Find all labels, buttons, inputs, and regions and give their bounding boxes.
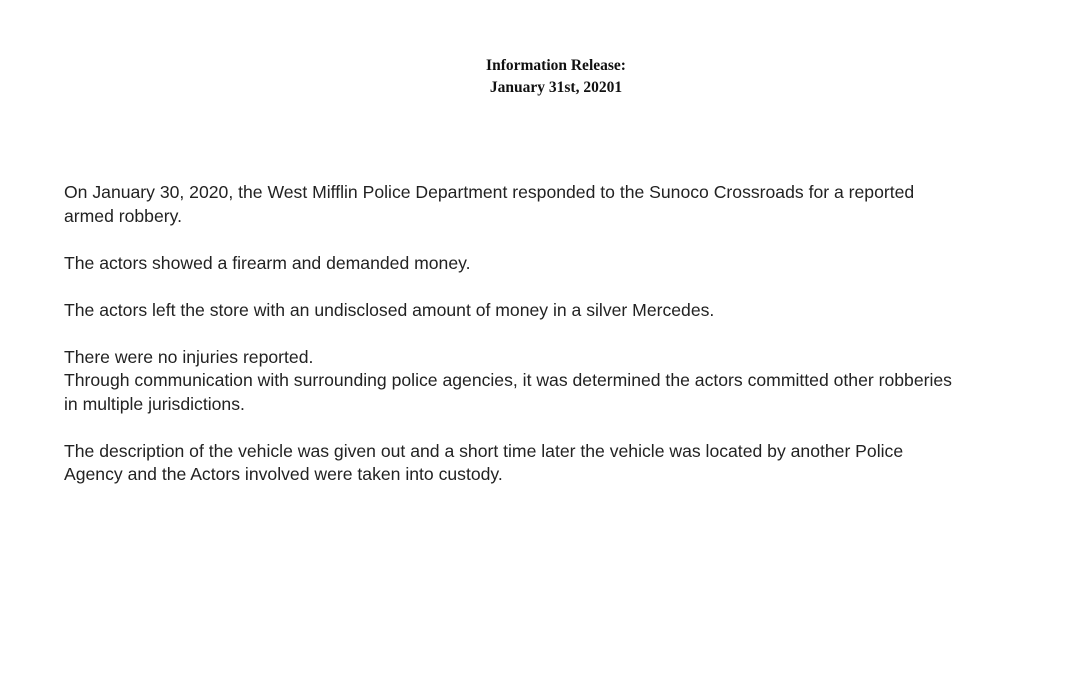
release-body [64,181,1054,487]
paragraph-gap [64,275,1054,299]
paragraph-line: There were no injuries reported. [64,346,314,367]
release-date: January 31st, 20201 [489,79,623,96]
paragraph-line: The description of the vehicle was given out and a short time later the vehicle was located by another Police [64,440,904,461]
paragraph-line: Through communication with surrounding police agencies, it was determined the actors committed other robberies [64,370,952,390]
release-header [0,55,1080,99]
paragraph-gap [64,416,1054,440]
paragraph-line: On January 30, 2020, the West Mifflin Police Department responded to the Sunoco Crossroads for a reported [64,182,915,202]
paragraph-line: armed robbery. [64,205,182,226]
paragraph-line: Agency and the Actors involved were taken into custody. [64,464,503,484]
paragraph-line: The actors left the store with an undisclosed amount of money in a silver Mercedes. [64,299,715,320]
paragraph-gap [64,322,1054,346]
paragraph-line: The actors showed a firearm and demanded money. [64,252,471,273]
paragraph-line: in multiple jurisdictions. [64,393,245,414]
paragraph-gap [64,228,1054,252]
release-title: Information Release: [486,57,626,74]
